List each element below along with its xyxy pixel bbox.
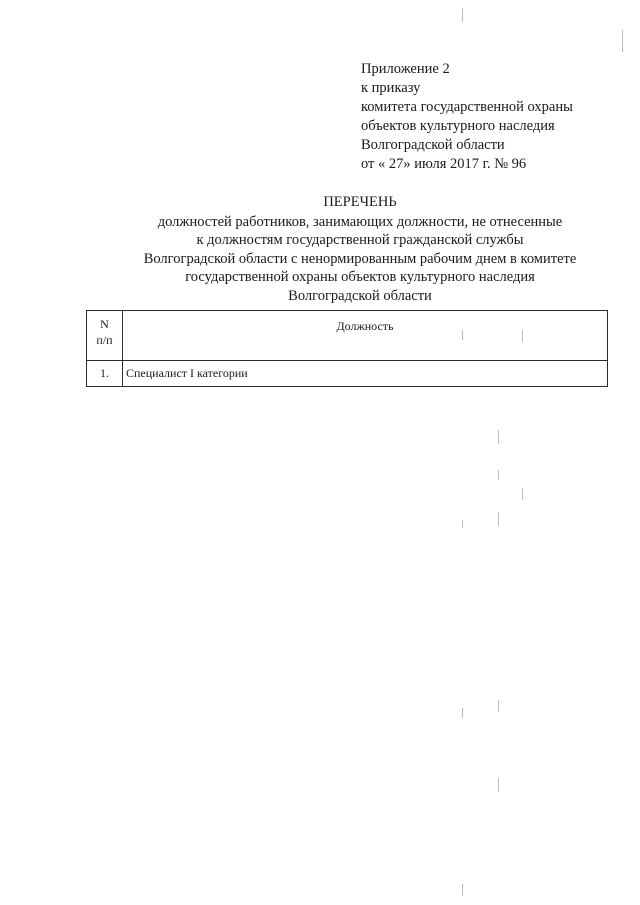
header-number-cell (87, 311, 123, 361)
title-line: Волгоградской области с ненормированным рабочим днем в комитете (143, 250, 577, 267)
appendix-line: Волгоградской области (361, 137, 505, 153)
scan-artifact (522, 330, 523, 342)
header-number-label: N (100, 317, 109, 331)
scan-artifact (498, 430, 499, 444)
scan-artifact (498, 470, 499, 480)
appendix-line: объектов культурного наследия (361, 118, 555, 134)
title-line: к должностям государственной гражданской службы (196, 232, 524, 248)
scan-artifact (522, 488, 523, 500)
scan-artifact (462, 8, 463, 22)
header-number-sublabel: п/п (96, 333, 113, 347)
scan-artifact (462, 708, 463, 718)
scan-artifact (498, 778, 499, 792)
scan-artifact (462, 520, 463, 528)
scan-artifact (498, 512, 499, 526)
scan-artifact (462, 884, 463, 896)
appendix-line: к приказу (361, 80, 421, 96)
header-position-cell: Должность (123, 311, 608, 361)
appendix-line: Приложение 2 (361, 61, 450, 77)
row-number-cell: 1. (87, 361, 123, 387)
scan-artifact (622, 30, 623, 52)
appendix-order-date: от « 27» июля 2017 г. № 96 (361, 156, 527, 172)
appendix-header (361, 60, 573, 174)
table-header-row (87, 311, 608, 361)
title-line: государственной охраны объектов культурного наследия (185, 269, 535, 285)
positions-table (86, 310, 608, 387)
scan-artifact (498, 700, 499, 712)
table-row (87, 361, 608, 387)
appendix-line: комитета государственной охраны (361, 99, 573, 115)
title-line: должностей работников, занимающих должности, не отнесенные (157, 213, 563, 230)
scan-artifact (462, 330, 463, 340)
title-heading: ПЕРЕЧЕНЬ (323, 194, 397, 210)
row-position-cell: Специалист I категории (123, 361, 608, 387)
document-title (100, 193, 620, 305)
title-line: Волгоградской области (288, 287, 432, 304)
